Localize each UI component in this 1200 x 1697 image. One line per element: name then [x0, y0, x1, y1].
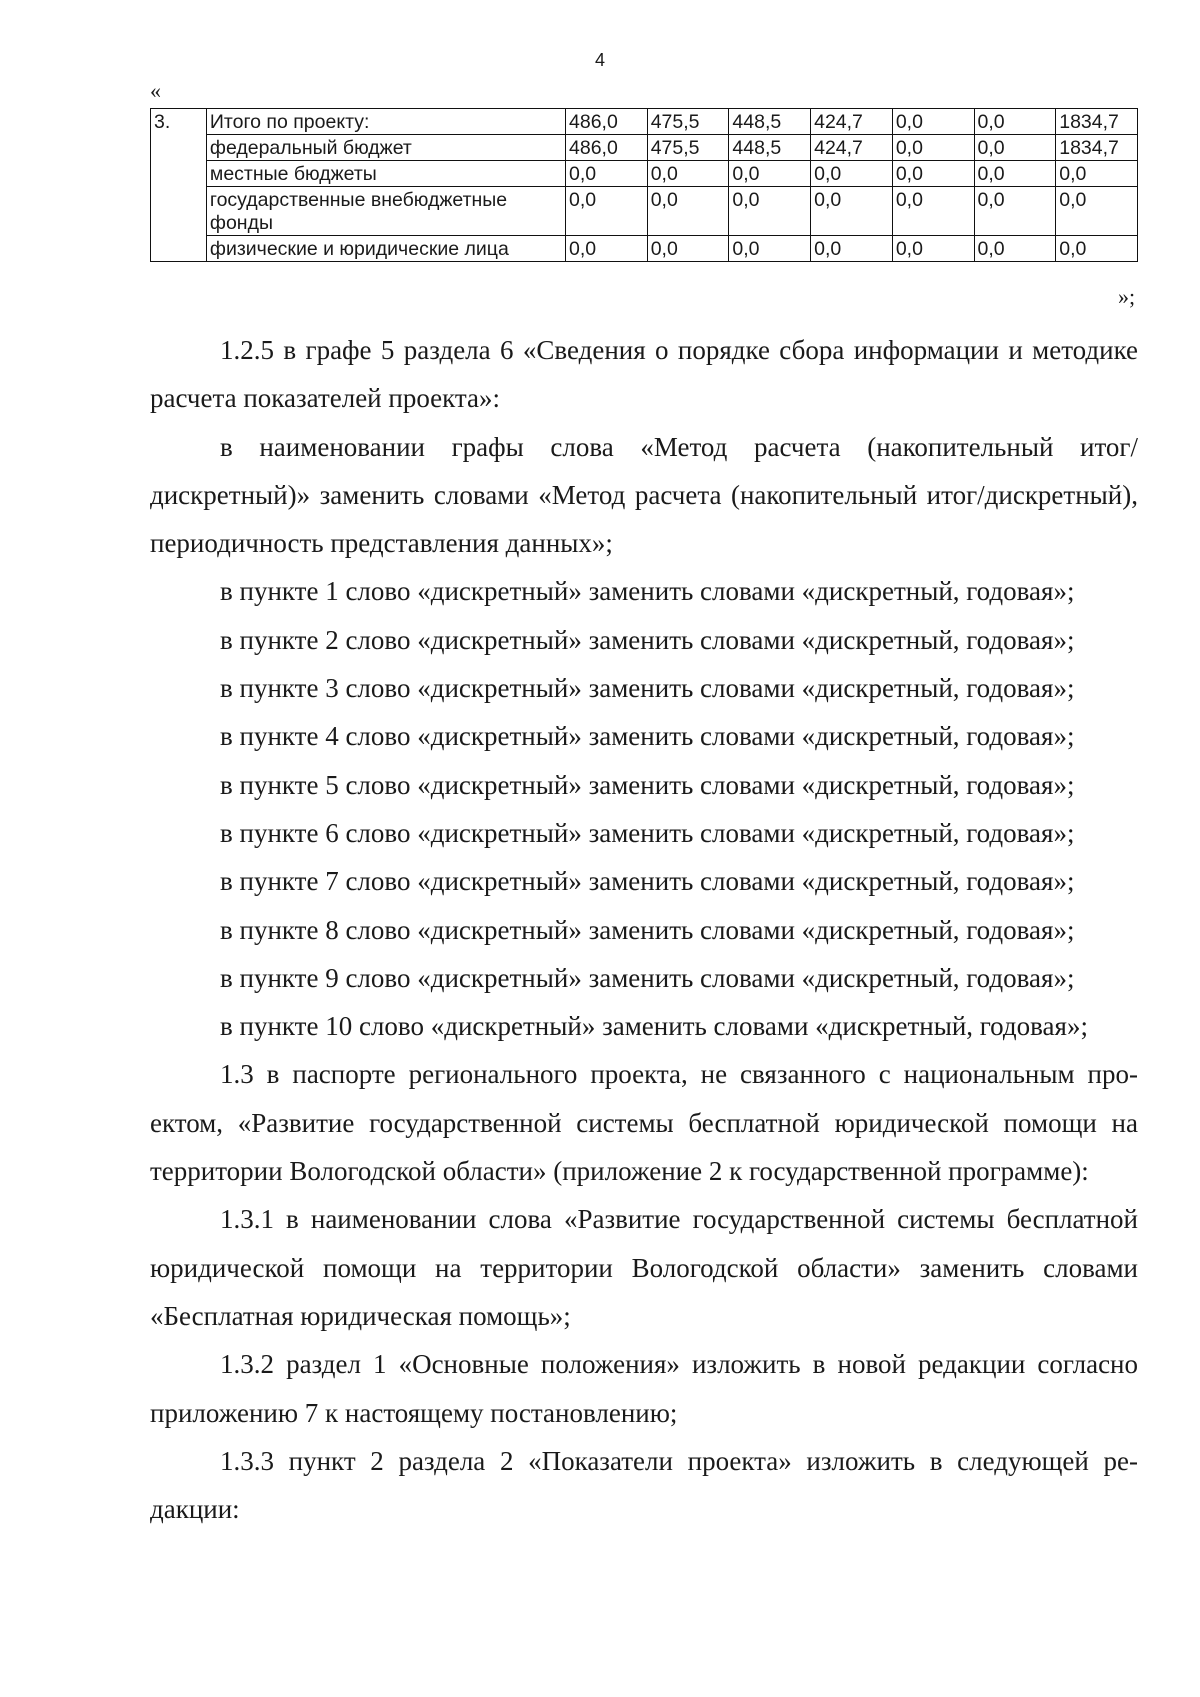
table-cell: 0,0	[892, 187, 974, 236]
table-cell: 448,5	[729, 135, 811, 161]
table-row	[151, 187, 1138, 236]
table-cell: 0,0	[811, 236, 893, 262]
table-cell: 0,0	[1056, 161, 1138, 187]
table-cell: 475,5	[647, 135, 729, 161]
table-row	[151, 135, 1138, 161]
table-open-quote: «	[150, 78, 161, 103]
table-cell: 424,7	[811, 135, 893, 161]
table-cell: 0,0	[647, 187, 729, 236]
row-label: федеральный бюджет	[206, 135, 565, 161]
list-item: в пункте 7 слово «дискретный» заменить словами «дискретный, годовая»;	[220, 866, 1075, 897]
table-cell: 0,0	[566, 236, 648, 262]
row-label: местные бюджеты	[206, 161, 565, 187]
row-label: физические и юридические лица	[206, 236, 565, 262]
table-cell: 0,0	[647, 161, 729, 187]
list-item: в пункте 5 слово «дискретный» заменить словами «дискретный, годовая»;	[220, 769, 1075, 800]
table-cell: 0,0	[729, 161, 811, 187]
table-cell: 0,0	[566, 161, 648, 187]
list-item: в пункте 6 слово «дискретный» заменить словами «дискретный, годовая»;	[220, 817, 1075, 848]
table-cell: 0,0	[1056, 236, 1138, 262]
row-label: государственные внебюджетные фонды	[206, 187, 565, 236]
table-cell: 0,0	[647, 236, 729, 262]
table-cell: 1834,7	[1056, 135, 1138, 161]
table-row	[151, 236, 1138, 262]
list-item: в пункте 4 слово «дискретный» заменить словами «дискретный, годовая»;	[220, 721, 1075, 752]
table-row	[151, 109, 1138, 135]
row-number-cell: 3.	[151, 109, 207, 262]
table-cell: 0,0	[892, 161, 974, 187]
page-number: 4	[594, 50, 605, 70]
list-item: в пункте 8 слово «дискретный» заменить словами «дискретный, годовая»;	[220, 914, 1075, 945]
table-cell: 0,0	[974, 135, 1056, 161]
table-cell: 448,5	[729, 109, 811, 135]
paragraph-column-name: в наименовании графы слова «Метод расчета (накопительный итог/дискретный)» заменить словами «Метод расчета (накопительный итог/дискретный), периодичность представления данных»;	[150, 431, 1138, 559]
table-cell: 0,0	[566, 187, 648, 236]
table-row	[151, 161, 1138, 187]
table-cell: 0,0	[729, 187, 811, 236]
paragraph-1-3-3: 1.3.3 пункт 2 раздела 2 «Показатели проекта» изложить в следующей редакции:	[150, 1445, 1138, 1525]
list-item: в пункте 3 слово «дискретный» заменить словами «дискретный, годовая»;	[220, 673, 1075, 704]
table-cell: 475,5	[647, 109, 729, 135]
table-cell: 0,0	[892, 135, 974, 161]
row-label: Итого по проекту:	[206, 109, 565, 135]
paragraph-1-2-5: 1.2.5 в графе 5 раздела 6 «Сведения о порядке сбора информации и методике расчета показателей проекта»:	[150, 335, 1138, 414]
table-cell: 0,0	[729, 236, 811, 262]
table-cell: 486,0	[566, 135, 648, 161]
table-cell: 486,0	[566, 109, 648, 135]
table-cell: 0,0	[1056, 187, 1138, 236]
table-cell: 0,0	[811, 161, 893, 187]
budget-table	[150, 108, 1138, 262]
table-cell: 0,0	[974, 187, 1056, 236]
table-cell: 1834,7	[1056, 109, 1138, 135]
table-cell: 424,7	[811, 109, 893, 135]
table-cell: 0,0	[892, 109, 974, 135]
list-item: в пункте 10 слово «дискретный» заменить словами «дискретный, годовая»;	[220, 1011, 1088, 1042]
list-item: в пункте 9 слово «дискретный» заменить словами «дискретный, годовая»;	[220, 962, 1075, 993]
table-cell: 0,0	[974, 161, 1056, 187]
paragraph-1-3: 1.3 в паспорте регионального проекта, не связанного с национальным проектом, «Развитие государственной системы бесплатной юридической помощи на территории Вологодской области» (приложение 2 к государственной программе):	[150, 1059, 1138, 1187]
table-cell: 0,0	[974, 109, 1056, 135]
paragraph-1-3-2: 1.3.2 раздел 1 «Основные положения» изложить в новой редакции согласно приложению 7 к настоящему постановлению;	[150, 1349, 1138, 1428]
table-close-quote: »;	[1118, 284, 1136, 309]
list-item: в пункте 2 слово «дискретный» заменить словами «дискретный, годовая»;	[220, 624, 1075, 655]
table-cell: 0,0	[974, 236, 1056, 262]
list-item: в пункте 1 слово «дискретный» заменить словами «дискретный, годовая»;	[220, 576, 1075, 607]
table-cell: 0,0	[811, 187, 893, 236]
table-cell: 0,0	[892, 236, 974, 262]
document-body	[150, 326, 1138, 1533]
paragraph-1-3-1: 1.3.1 в наименовании слова «Развитие государственной системы бесплатной юридической помощи на территории Вологодской области» заменить словами «Бесплатная юридическая помощь»;	[150, 1204, 1138, 1331]
